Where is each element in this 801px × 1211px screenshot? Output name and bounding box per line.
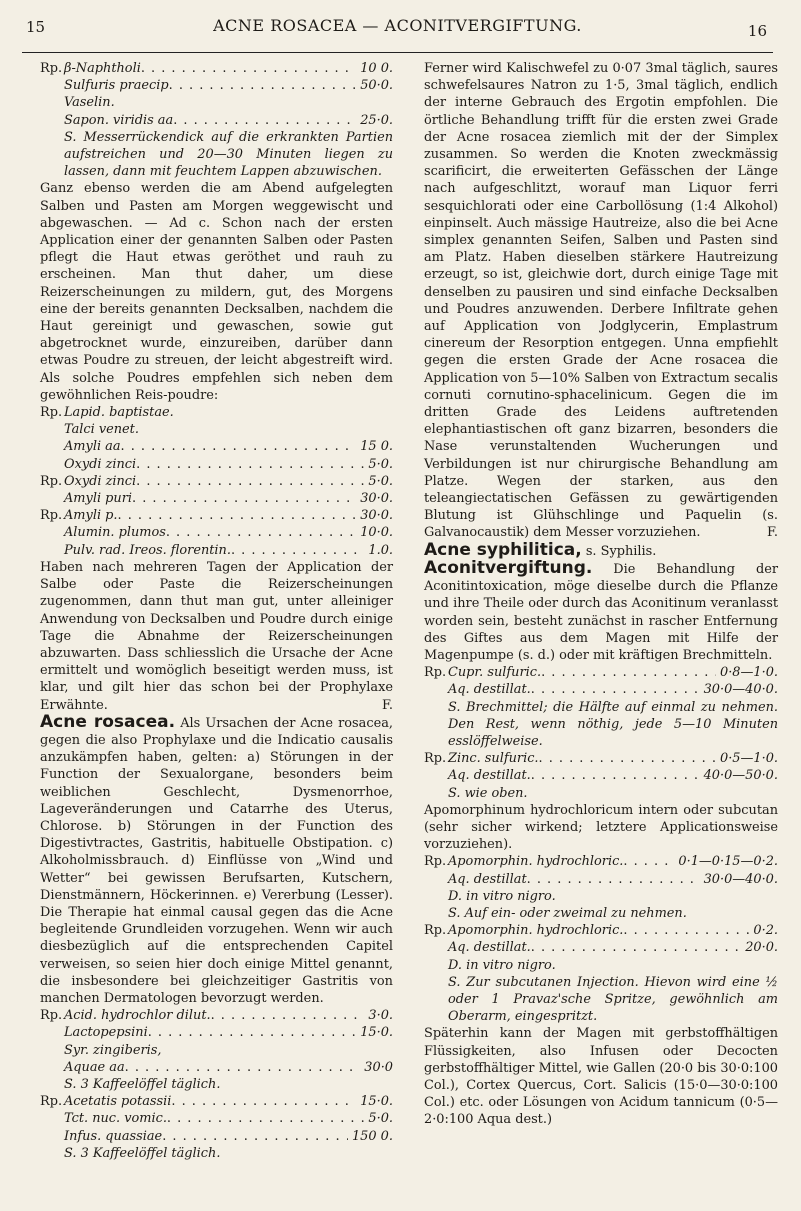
leader-dots	[136, 456, 364, 473]
leader-dots	[531, 939, 741, 956]
dosage: 0·2.	[753, 923, 778, 939]
prescription-line	[40, 1007, 393, 1024]
rp-label: Rp.	[40, 1008, 63, 1024]
ingredient: Aq. destillat.	[448, 940, 531, 956]
paragraph: Acne rosacea. Als Ursachen der Acne rosacea, gegen die also Prophylaxe und die Indicatio causalis anzukämpfen haben, gelten: a) Störungen in der Function der Sexualorgane, besonders beim weiblichen Geschlecht, Dysmenorrhoe, Lageveränderungen und Catarrhe des Uterus, Chlorose. b) Störungen in der Function des Digestivtractes, Gastritis, habituelle Obstipation. c) Alkoholmissbrauch. d) Einflüsse von „Wind und Wetter“ bei gewissen Berufsarten, Kutschern, Dienstmännern, Höckerinnen. e) Vererbung (Lesser). Die Therapie hat einmal causal gegen das die Acne begleitende Grundleiden vorzugehen. Wenn wir auch diesbezüglich auf die entsprechenden Capitel verweisen, so seien hier doch einige Mittel genannt, die insbesondere bei gleichzeitiger Gastritis von manchen Dermatologen bevorzugt werden.	[40, 711, 393, 1006]
ingredient: Vaselin.	[64, 95, 115, 111]
prescription	[40, 1007, 393, 1093]
prescription-line	[40, 507, 393, 524]
leader-dots	[162, 1128, 348, 1145]
prescription-line	[424, 750, 778, 767]
paragraph: Ferner wird Kalischwefel zu 0·07 3mal täglich, saures schwefelsaures Natron zu 1·5, 3mal täglich, endlich der interne Gebrauch des Ergotin empfohlen. Die örtliche Behandlung trifft für die ersten zwei Grade der Acne rosacea ziemlich mit der der Simplex zusammen. So werden die Knoten zweckmässig scarificirt, die erweiterten Gefässchen der Länge nach aufgeschlitzt, worauf man Liquor ferri sesquichlorati oder eine Carbollösung (1:4 Alkohol) einpinselt. Auch mässige Hautreize, also die bei Acne simplex genannten Seifen, Salben und Pasten sind am Platz. Haben dieselben stärkere Hautreizung erzeugt, so ist, gleichwie dort, durch einige Tage mit denselben zu pausiren und sind einfache Decksalben und Poudres anzuwenden. Derbere Infiltrate gehen auf Application von Jodglycerin, Emplastrum cinereum der Resorption entgegen. Unna empfiehlt gegen die ersten Grade der Acne rosacea die Application von 5—10% Salben von Extractum secalis cornuti cornutino-sphacelinicum. Gegen die im dritten Grade des Leidens auftretenden elephantiastischen oft ganz bizarren, besonders die Nase verunstaltenden Wucherungen und Verbildungen ist nur chirurgische Behandlung am Platze. Wegen der starken, aus den teleangiectatischen Gefässen zu gewärtigenden Blutung ist Glühschlinge und Paquelin (s. Galvanocaustik) dem Messer vorzuziehen. F.	[424, 61, 778, 541]
paragraph: Apomorphinum hydrochloricum intern oder subcutan (sehr sicher wirkend; letztere Applicationsweise vorzuziehen).	[424, 802, 778, 853]
ingredient: Talci venet.	[64, 422, 139, 438]
prescription-line	[424, 957, 778, 974]
signatura: S. Messerrückendick auf die erkrankten Partien aufstreichen und 20—30 Minuten liegen zu lassen, dann mit feuchtem Lappen abzuwischen.	[64, 129, 393, 180]
dosage: 15 0.	[360, 439, 393, 455]
prescription	[424, 664, 778, 750]
dosage: 0·5—1·0.	[720, 751, 778, 767]
dosage: 15·0.	[360, 1094, 393, 1110]
ingredient: Amyli aa	[64, 439, 121, 455]
ingredient: Lapid. baptistae.	[64, 405, 174, 421]
leader-dots	[148, 1024, 356, 1041]
ingredient: Infus. quassiae	[64, 1128, 163, 1144]
dosage: 50·0.	[360, 78, 393, 94]
prescription-line	[424, 888, 778, 905]
rp-label: Rp.	[424, 751, 447, 767]
leader-dots	[125, 1059, 361, 1076]
dosage: 0·8—1·0.	[720, 665, 778, 681]
dosage: 10 0.	[360, 61, 393, 76]
left-column	[40, 60, 393, 1162]
rp-label: Rp.	[424, 923, 447, 939]
leader-dots	[231, 542, 364, 559]
ingredient: Alumin. plumos	[64, 525, 166, 541]
running-title: ACNE ROSACEA — ACONITVERGIFTUNG.	[213, 16, 582, 35]
dosage: 30·0.	[360, 491, 393, 507]
dosage: 5·0.	[368, 473, 393, 489]
dosage: 15·0.	[360, 1025, 393, 1041]
prescription-line	[40, 473, 393, 490]
ingredient: Acid. hydrochlor dilut.	[64, 1008, 211, 1024]
prescription	[424, 750, 778, 802]
ingredient: Oxydi zinci	[64, 473, 137, 489]
ingredient: Amyli p.	[64, 508, 118, 524]
ingredient: Oxydi zinci	[64, 456, 137, 472]
prescription-line	[40, 1059, 393, 1076]
rp-label: Rp.	[424, 854, 447, 870]
ingredient: Sapon. viridis aa	[64, 112, 174, 128]
author-initial: F.	[381, 697, 393, 713]
dosage: 5·0.	[368, 456, 393, 472]
prescription-line	[40, 1093, 393, 1110]
dosage: 25·0.	[360, 112, 393, 128]
prescription	[424, 853, 778, 922]
signatura: S. wie oben.	[448, 785, 528, 801]
ingredient: Lactopepsini	[64, 1025, 148, 1041]
ingredient: D. in vitro nigro.	[448, 957, 556, 973]
dosage: 40·0—50·0.	[703, 768, 778, 784]
entry-heading: Acne syphilitica,	[424, 539, 582, 560]
prescription-line	[424, 939, 778, 956]
rp-label: Rp.	[40, 405, 63, 421]
prescription	[40, 1093, 393, 1162]
author-initial: F.	[766, 525, 778, 541]
dosage: 5·0.	[368, 1111, 393, 1127]
prescription-line	[40, 94, 393, 111]
prescription-line	[40, 1042, 393, 1059]
leader-dots	[132, 490, 356, 507]
leader-dots	[527, 871, 700, 888]
leader-dots	[169, 77, 357, 94]
prescription-line	[40, 490, 393, 507]
page-number-left: 15	[26, 18, 46, 36]
dosage: 0·1—0·15—0·2.	[678, 854, 778, 870]
entry-heading: Acne rosacea.	[40, 711, 176, 732]
ingredient: Amyli puri	[64, 491, 132, 507]
dosage: 30·0.	[360, 508, 393, 524]
leader-dots	[171, 1093, 356, 1110]
prescription-line	[424, 767, 778, 784]
prescription-line	[40, 77, 393, 94]
prescription	[40, 60, 393, 180]
prescription-line	[40, 542, 393, 559]
prescription-line	[424, 664, 778, 681]
leader-dots	[121, 438, 357, 455]
prescription-line	[40, 1128, 393, 1145]
leader-dots	[531, 767, 700, 784]
signatura: S. 3 Kaffeelöffel täglich.	[64, 1145, 221, 1161]
ingredient: Apomorphin. hydrochloric.	[448, 854, 624, 870]
prescription-line	[40, 456, 393, 473]
leader-dots	[539, 750, 716, 767]
ingredient: Aquae aa	[64, 1059, 125, 1075]
prescription	[40, 404, 393, 559]
paragraph: Späterhin kann der Magen mit gerbstoffhältigen Flüssigkeiten, also Infusen oder Decocten gerbstoffhältiger Mittel, wie Gallen (20·0 bis 30·0:100 Col.), Cortex Quercus, Cort. Salicis (15·0—30·0:100 Col.) etc. oder Lösungen von Acidum tannicum (0·5—2·0:100 Aqua dest.)	[424, 1026, 778, 1128]
ingredient: Acetatis potassii	[64, 1094, 172, 1110]
ingredient: Cupr. sulfuric.	[448, 665, 542, 681]
ingredient: Syr. zingiberis,	[64, 1042, 162, 1058]
ingredient: Sulfuris praecip	[64, 78, 169, 94]
signatura: S. Auf ein- oder zweimal zu nehmen.	[448, 905, 687, 921]
entry-heading: Aconitvergiftung.	[424, 557, 593, 578]
leader-dots	[118, 507, 357, 524]
dosage: 3·0.	[368, 1008, 393, 1024]
leader-dots	[166, 524, 356, 541]
paragraph: Aconitvergiftung. Die Behandlung der Aconitintoxication, möge dieselbe durch die Pflanze und ihre Theile oder durch das Aconitinum veranlasst worden sein, besteht zunächst in rascher Entfernung des Giftes aus dem Magen mit Hilfe der Magenpumpe (s. d.) oder mit kräftigen Brechmitteln.	[424, 557, 778, 663]
leader-dots	[167, 1110, 364, 1127]
ingredient: Aq. destillat	[448, 871, 527, 887]
dosage: 150 0.	[351, 1128, 393, 1144]
dosage: 30·0	[364, 1059, 393, 1075]
rp-label: Rp.	[40, 473, 63, 489]
ingredient: Tct. nuc. vomic.	[64, 1111, 167, 1127]
prescription-line	[424, 853, 778, 870]
prescription-line	[40, 524, 393, 541]
dosage: 30·0—40·0.	[703, 682, 778, 698]
paragraph: Haben nach mehreren Tagen der Application der Salbe oder Paste die Reizerscheinungen zugenommen, dann thut man gut, unter alleiniger Anwendung von Decksalben und Poudre durch einige Tage die Abnahme der Reizerscheinungen abzuwarten. Dass schliesslich die Ursache der Acne ermittelt und womöglich beseitigt werden muss, ist klar, und gilt hier das schon bei der Prophylaxe Erwähnte. F.	[40, 559, 393, 713]
leader-dots	[211, 1007, 365, 1024]
leader-dots	[541, 664, 716, 681]
prescription-line	[424, 871, 778, 888]
dosage: 1.0.	[368, 542, 393, 558]
ingredient: Aq. destillat.	[448, 682, 531, 698]
prescription-line	[40, 1024, 393, 1041]
paragraph: Ganz ebenso werden die am Abend aufgelegten Salben und Pasten am Morgen weggewischt und abgewaschen. — Ad c. Schon nach der ersten Application einer der genannten Salben oder Pasten pflegt die Haut etwas geröthet und rauh zu erscheinen. Man thut daher, um diese Reizerscheinungen zu mildern, gut, des Morgens eine der bereits genannten Decksalben, nachdem die Haut gereinigt und gewaschen, sowie gut abgetrocknet wurde, einzureiben, darüber dann etwas Poudre zu streuen, der leicht abgestreift wird. Als solche Poudres empfehlen sich neben dem gewöhnlichen Reis-poudre:	[40, 181, 393, 403]
ingredient: Pulv. rad. Ireos. florentin.	[64, 542, 231, 558]
leader-dots	[531, 681, 700, 698]
ingredient: D. in vitro nigro.	[448, 888, 556, 904]
page-number-right: 16	[747, 22, 767, 40]
ingredient: Zinc. sulfuric.	[448, 751, 539, 767]
prescription-line	[40, 60, 393, 77]
dosage: 30·0—40·0.	[703, 871, 778, 887]
leader-dots	[141, 60, 356, 77]
signatura: S. Brechmittel; die Hälfte auf einmal zu nehmen. Den Rest, wenn nöthig, jede 5—10 Minuten esslöffelweise.	[448, 699, 778, 749]
prescription-line	[40, 1110, 393, 1127]
dosage: 10·0.	[360, 525, 393, 541]
rp-label: Rp.	[40, 61, 63, 76]
ingredient: Apomorphin. hydrochloric.	[448, 923, 624, 939]
ingredient: Aq. destillat.	[448, 768, 531, 784]
rp-label: Rp.	[40, 508, 63, 524]
signatura: S. Zur subcutanen Injection. Hievon wird eine ½ oder 1 Pravaz'sche Spritze, gewöhnlich am Oberarm, eingespritzt.	[448, 974, 778, 1025]
prescription-line	[40, 404, 393, 421]
cross-reference: s. Syphilis.	[585, 543, 657, 559]
prescription	[424, 922, 778, 1025]
prescription-line	[40, 421, 393, 438]
ingredient: β-Naphtholi	[64, 61, 141, 76]
prescription-line	[424, 922, 778, 939]
leader-dots	[623, 922, 749, 939]
dosage: 20·0.	[745, 940, 778, 956]
prescription-line	[40, 112, 393, 129]
rp-label: Rp.	[424, 665, 447, 681]
right-column	[424, 60, 778, 1129]
rp-label: Rp.	[40, 1094, 63, 1110]
prescription-line	[424, 681, 778, 698]
running-header	[22, 10, 773, 53]
leader-dots	[173, 112, 356, 129]
leader-dots	[136, 473, 364, 490]
prescription-line	[40, 438, 393, 455]
leader-dots	[623, 853, 674, 870]
signatura: S. 3 Kaffeelöffel täglich.	[64, 1076, 221, 1092]
